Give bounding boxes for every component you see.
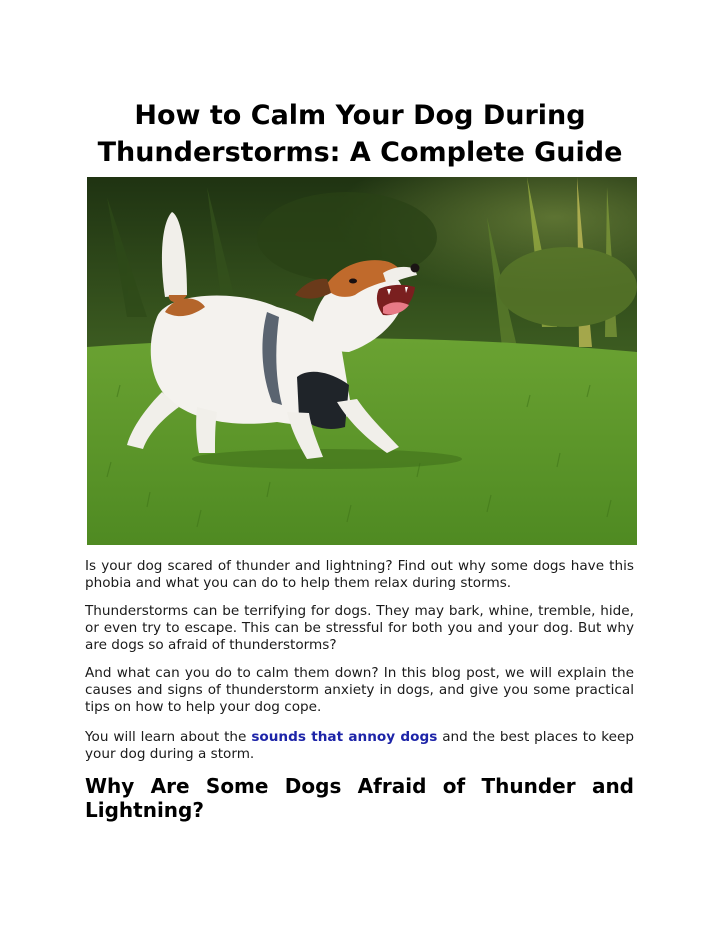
intro-paragraph: Is your dog scared of thunder and lightning? Find out why some dogs have this phobia and what you can do to help them relax during storms. xyxy=(85,558,634,591)
paragraph-text-before-link: You will learn about the xyxy=(85,729,252,745)
sounds-that-annoy-dogs-link[interactable]: sounds that annoy dogs xyxy=(251,729,438,745)
paragraph-blog-overview: And what can you do to calm them down? In this blog post, we will explain the causes and signs of thunderstorm anxiety in dogs, and give you some practical tips on how to help your dog cope. xyxy=(85,665,634,715)
page-title: How to Calm Your Dog During Thunderstorms: A Complete Guide xyxy=(97,100,623,168)
section-heading: Why Are Some Dogs Afraid of Thunder and Lightning? xyxy=(85,774,634,822)
paragraph-learn-more xyxy=(85,729,634,763)
paragraph-text-after-link: and the best places to keep your dog during a storm. xyxy=(85,729,635,762)
hero-image xyxy=(87,177,637,545)
paragraph-thunderstorm-behavior: Thunderstorms can be terrifying for dogs. They may bark, whine, tremble, hide, or even try to escape. This can be stressful for both you and your dog. But why are dogs so afraid of thunderstorms? xyxy=(85,603,634,653)
